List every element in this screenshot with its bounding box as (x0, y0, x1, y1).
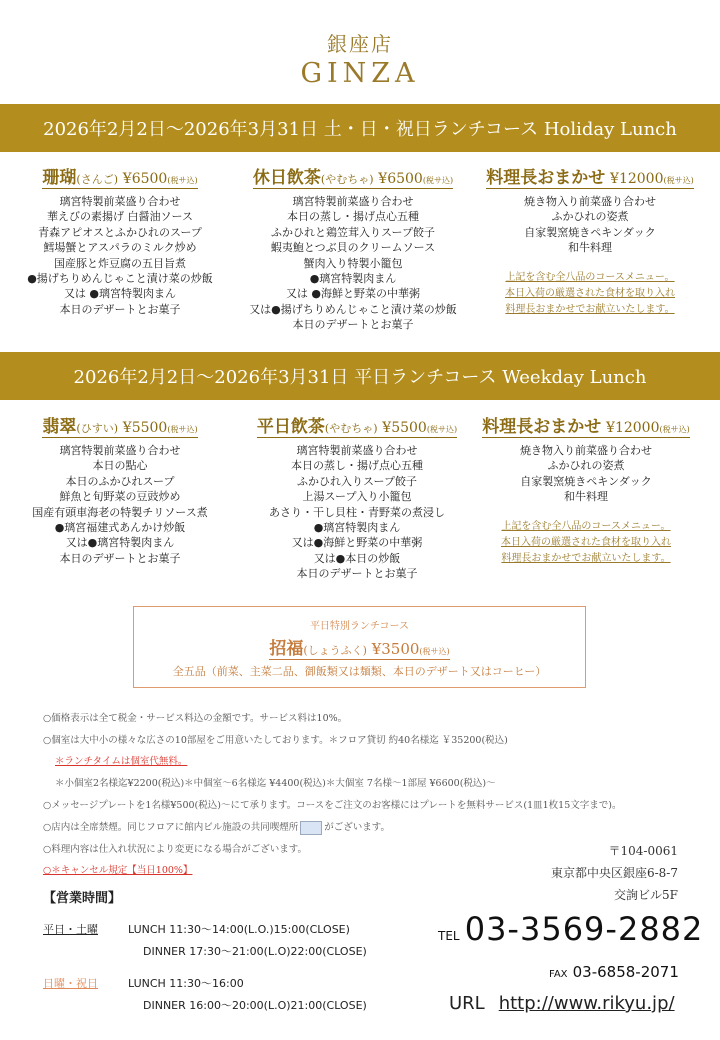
course-title (237, 412, 477, 437)
course-price: ¥6500 (378, 171, 423, 187)
menu-item: ふかひれ入りスープ餃子 (297, 474, 417, 488)
smoking-text: ○店内は全席禁煙。同じフロアに館内ビル施設の共同喫煙所 (43, 822, 299, 833)
tax-note: (税サ込) (167, 176, 198, 185)
menu-item: 鮮魚と旬野菜の豆豉炒め (59, 490, 181, 504)
course-title (233, 163, 473, 188)
course-name: 招福 (269, 639, 304, 659)
menu-item: 又は●璃宮特製肉まん (65, 536, 175, 550)
fax-label: FAX (549, 969, 568, 980)
note-line: 上記を含む全八品のコースメニュー。 (505, 271, 675, 283)
course-price: ¥6500 (122, 171, 168, 187)
footnote-menu-change: ○料理内容は仕入れ状況により変更になる場合がございます。 (43, 844, 308, 855)
store-name-jp: 銀座店 (327, 32, 393, 56)
menu-item: 本日のデザートとお菓子 (59, 302, 181, 316)
weekday-label: 平日・土曜 (43, 923, 98, 936)
menu-item: 青森アピオスとふかひれのスープ (38, 225, 202, 239)
course-price: ¥5500 (122, 420, 168, 436)
footnote-cancellation: ○＊キャンセル規定【当日100%】 (43, 865, 193, 876)
course-name: 翡翠 (42, 417, 77, 437)
menu-item: 又は●海鮮と野菜の中華粥 (291, 536, 423, 550)
menu-item: 又は ●璃宮特製肉まん (63, 287, 177, 301)
address-line-2: 交詢ビル5F (614, 888, 678, 902)
footnote-room-free: ＊ランチタイムは個室代無料。 (55, 756, 188, 767)
course-title (0, 412, 240, 437)
footnote-price: ○価格表示は全て税金・サービス料込の金額です。サービス料は10%。 (43, 713, 348, 724)
menu-item: 和牛料理 (568, 241, 612, 255)
menu-item: 璃宮特製前菜盛り合わせ (59, 195, 181, 208)
special-lunch-box (133, 606, 586, 688)
course-items (233, 194, 473, 333)
menu-item: ●揚げちりめんじゃこと漬け菜の炒飯 (27, 272, 213, 286)
holiday-lunch-hours (43, 975, 244, 991)
telephone (438, 910, 703, 948)
note-line: 本日入荷の厳選された食材を取り入れ (501, 536, 671, 548)
menu-item: 蝦夷鮑とつぶ貝のクリームソース (270, 241, 436, 255)
course-items (470, 194, 710, 256)
course-items (237, 443, 477, 582)
menu-item: あさり・干し貝柱・青野菜の煮浸し (269, 505, 445, 519)
note-line: 上記を含む全八品のコースメニュー。 (501, 520, 671, 532)
fax-number: 03-6858-2071 (572, 963, 679, 981)
course-reading: (やむちゃ) (320, 173, 374, 186)
website-link[interactable]: http://www.rikyu.jp/ (498, 993, 675, 1014)
postal-code: 〒104-0061 (608, 844, 678, 858)
weekday-dinner-hours: DINNER 17:30～21:00(L.O)22:00(CLOSE) (143, 945, 367, 958)
lunch-hours: LUNCH 11:30～14:00(L.O.)15:00(CLOSE) (128, 923, 350, 936)
address-line-1: 東京都中央区銀座6-8-7 (550, 866, 678, 880)
tax-note: (税サ込) (426, 425, 458, 434)
menu-item: 焼き物入り前菜盛り合わせ (520, 444, 652, 457)
menu-item: 鱈場蟹とアスパラのミルク炒め (43, 241, 197, 255)
menu-item: 上湯スープ入り小籠包 (302, 490, 412, 504)
holiday-dinner-hours: DINNER 16:00～20:00(L.O)21:00(CLOSE) (143, 999, 367, 1012)
course-name: 休日飲茶 (252, 168, 321, 188)
menu-item: 自家製窯焼きペキンダック (524, 225, 656, 239)
course-sango (0, 163, 240, 317)
store-name-en: GINZA (300, 58, 420, 89)
course-chef-weekday (466, 412, 706, 567)
course-note (470, 270, 710, 318)
course-title (466, 412, 706, 437)
menu-item: 本日のデザートとお菓子 (59, 551, 181, 565)
menu-item: ●璃宮特製肉まん (309, 272, 397, 286)
menu-item: 本日のデザートとお菓子 (296, 567, 418, 581)
tax-note: (税サ込) (167, 425, 198, 434)
menu-item: 璃宮特製前菜盛り合わせ (296, 444, 418, 457)
tax-note: (税サ込) (659, 425, 690, 434)
special-label: 平日特別ランチコース (309, 621, 410, 632)
tax-note: (税サ込) (663, 176, 694, 185)
course-price: ¥5500 (382, 420, 427, 436)
smoking-text-end: がございます。 (324, 822, 391, 833)
footnote-room-charges: ＊小個室2名様迄¥2200(税込)＊中個室～6名様迄 ¥4400(税込)＊大個室 7名様～1部屋 ¥6600(税込)～ (55, 778, 496, 789)
menu-item: 自家製窯焼きペキンダック (520, 474, 652, 488)
fax (549, 962, 679, 981)
holiday-label: 日曜・祝日 (43, 977, 98, 990)
course-reading: (さんご) (76, 173, 118, 186)
menu-item: 和牛料理 (564, 490, 608, 504)
course-reading: (やむちゃ) (324, 422, 378, 435)
weekday-lunch-banner: 2026年2月2日～2026年3月31日 平日ランチコース Weekday Lunch (0, 352, 720, 400)
footnote-smoking (43, 819, 390, 835)
note-line: 料理長おまかせでお献立いたします。 (501, 552, 671, 564)
menu-item: ふかひれの姿煮 (551, 210, 629, 224)
course-chef-holiday (470, 163, 710, 318)
course-items (466, 443, 706, 505)
menu-item: ふかひれの姿煮 (547, 459, 625, 473)
menu-item: 本日のデザートとお菓子 (292, 318, 414, 332)
course-note (466, 519, 706, 567)
store-address (470, 840, 678, 906)
holiday-lunch-banner: 2026年2月2日～2026年3月31日 土・日・祝日ランチコース Holiday Lunch (0, 104, 720, 152)
menu-item: 本日の點心 (92, 459, 148, 473)
menu-item: 又は ●海鮮と野菜の中華粥 (285, 287, 421, 301)
footnote-message-plate: ○メッセージプレートを1名様¥500(税込)～にて承ります。コースをご注文のお客様にはプレートを無料サービス(1皿1枚15文字まで)。 (43, 800, 622, 811)
note-line: 料理長おまかせでお献立いたします。 (505, 303, 675, 315)
menu-item: 又は●揚げちりめんじゃこと漬け菜の炒飯 (249, 302, 457, 316)
menu-item: ●璃宮福建式あんかけ炒飯 (54, 521, 186, 535)
course-title (0, 163, 240, 188)
weekday-lunch-hours (43, 921, 350, 937)
menu-item: 蟹肉入り特製小籠包 (303, 256, 403, 270)
course-name: 珊瑚 (42, 168, 77, 188)
course-yamucha-weekday (237, 412, 477, 582)
course-name: 平日飲茶 (256, 417, 325, 437)
menu-item: 又は●本日の炒飯 (313, 551, 401, 565)
url-label: URL (449, 993, 485, 1014)
course-yamucha-holiday (233, 163, 473, 333)
footnote-private-rooms: ○個室は大中小の様々な広さの10部屋をご用意いたしております。＊フロア貸切 約40名様迄 ￥35200(税込) (43, 735, 508, 746)
course-name: 料理長おまかせ (486, 168, 606, 188)
business-hours-title: 【営業時間】 (43, 891, 122, 906)
menu-item: 璃宮特製前菜盛り合わせ (292, 195, 414, 208)
menu-item: 国産豚と炸豆腐の五目旨煮 (54, 256, 186, 270)
tax-note: (税サ込) (419, 647, 450, 656)
menu-item: 華えびの素揚げ 白醤油ソース (47, 210, 193, 224)
course-price: ¥12000 (606, 420, 660, 436)
tel-number: 03-3569-2882 (464, 910, 704, 948)
menu-item: 本日の蒸し・揚げ点心五種 (291, 459, 423, 473)
special-title (134, 634, 585, 659)
course-reading: (しょうふく) (303, 644, 367, 657)
smoking-room-icon (300, 821, 322, 835)
menu-item: 本日の蒸し・揚げ点心五種 (287, 210, 419, 224)
course-price: ¥12000 (610, 171, 664, 187)
menu-item: ふかひれと鶏笠茸入りスープ餃子 (271, 225, 435, 239)
tel-label: TEL (438, 929, 460, 943)
tax-note: (税サ込) (422, 176, 454, 185)
menu-item: 焼き物入り前菜盛り合わせ (524, 195, 656, 208)
website (449, 993, 675, 1014)
course-price: ¥3500 (371, 640, 420, 658)
course-reading: (ひすい) (76, 422, 118, 435)
lunch-hours: LUNCH 11:30～16:00 (128, 977, 244, 990)
course-items (0, 194, 240, 317)
special-description: 全五品（前菜、主菜二品、御飯類又は麺類、本日のデザート又はコーヒー） (172, 665, 547, 678)
menu-item: 本日のふかひれスープ (65, 474, 175, 488)
menu-item: ●璃宮特製肉まん (313, 521, 401, 535)
course-title (470, 163, 710, 188)
menu-item: 璃宮特製前菜盛り合わせ (59, 444, 181, 457)
course-name: 料理長おまかせ (482, 417, 602, 437)
course-hisui (0, 412, 240, 566)
note-line: 本日入荷の厳選された食材を取り入れ (505, 287, 675, 299)
menu-item: 国産有頭車海老の特製チリソース煮 (32, 505, 208, 519)
course-items (0, 443, 240, 566)
